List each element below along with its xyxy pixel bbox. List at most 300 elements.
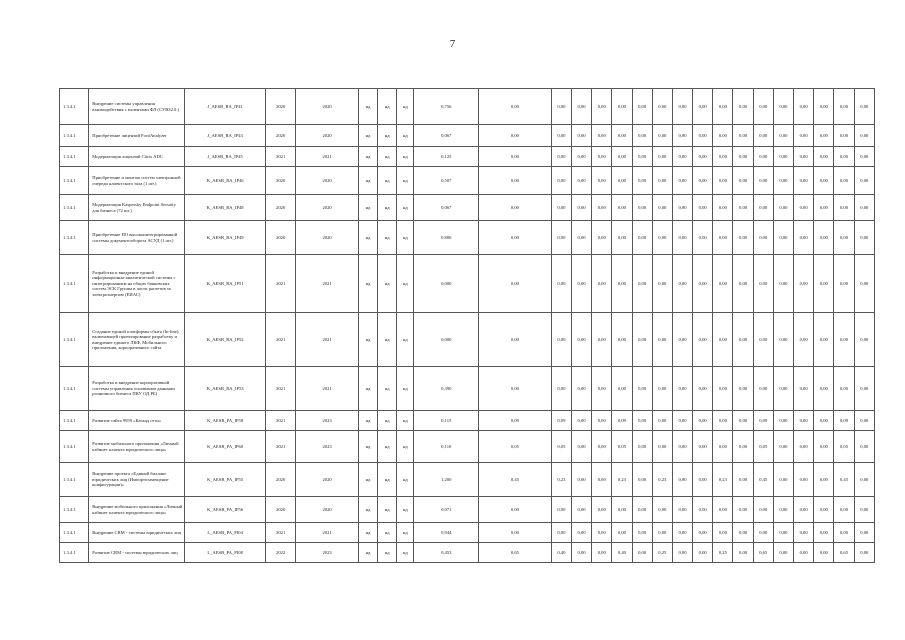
- financing-cell: 0,00: [773, 431, 793, 463]
- financing-cell: 0,09: [834, 411, 854, 431]
- nd-value: нд: [378, 411, 397, 431]
- financing-cell: 0,00: [753, 147, 773, 167]
- financing-cell: 0,00: [652, 147, 672, 167]
- financing-cell: 0,00: [693, 431, 713, 463]
- row-number: 1.3.4.1: [60, 147, 89, 167]
- financing-cell: 0,00: [571, 497, 591, 523]
- financing-cell: 0,00: [652, 431, 672, 463]
- row-number: 1.3.4.1: [60, 167, 89, 195]
- financing-cell: 0,00: [571, 523, 591, 543]
- nd-value: нд: [378, 89, 397, 125]
- funding-value: 0,00: [479, 125, 552, 147]
- financing-cell: 0,00: [612, 255, 632, 313]
- nd-value: нд: [358, 255, 377, 313]
- financing-cell: 0,25: [652, 543, 672, 563]
- end-year: 2020: [296, 497, 359, 523]
- financing-cell: 0,00: [733, 463, 753, 497]
- cost-value: 0,071: [414, 497, 479, 523]
- project-name: Приобретение и монтаж систем электронной очереди клиентского зала (1 шт.): [89, 167, 185, 195]
- financing-cell: 0,00: [794, 463, 814, 497]
- project-name: Модернизация лицензий Citrix ADC: [89, 147, 185, 167]
- end-year: 2021: [296, 523, 359, 543]
- financing-cell: 0,00: [854, 125, 874, 147]
- financing-cell: 0,00: [773, 543, 793, 563]
- financing-cell: 0,00: [652, 125, 672, 147]
- financing-cell: 0,00: [814, 221, 834, 255]
- funding-value: 0,00: [479, 147, 552, 167]
- nd-value: нд: [378, 167, 397, 195]
- financing-cell: 0,00: [794, 523, 814, 543]
- project-name: Развитие CRM - системы юридических лиц: [89, 543, 185, 563]
- financing-cell: 0,00: [834, 313, 854, 367]
- financing-cell: 0,09: [612, 411, 632, 431]
- financing-cell: 0,00: [753, 167, 773, 195]
- nd-value: нд: [397, 411, 414, 431]
- nd-value: нд: [397, 313, 414, 367]
- financing-cell: 0,00: [632, 463, 652, 497]
- financing-cell: 0,00: [854, 147, 874, 167]
- financing-cell: 0,00: [713, 89, 733, 125]
- row-number: 1.3.4.1: [60, 411, 89, 431]
- project-name: Разработка и внедрение единой информационно-аналитической системы с интегрированием на общих банковских систем ЭСК Группы в части расчетов за электроэнергию (ЕИАС): [89, 255, 185, 313]
- start-year: 2020: [266, 195, 296, 221]
- table-row: [60, 221, 875, 255]
- financing-cell: 0,00: [632, 255, 652, 313]
- financing-cell: 0,00: [652, 255, 672, 313]
- table-row: [60, 313, 875, 367]
- project-code: K_AESB_RA_IP52: [185, 313, 266, 367]
- financing-cell: 0,00: [854, 89, 874, 125]
- financing-cell: 0,00: [834, 167, 854, 195]
- financing-cell: 0,00: [733, 497, 753, 523]
- project-code: K_AESB_RA_IP48: [185, 195, 266, 221]
- financing-cell: 0,00: [834, 89, 854, 125]
- financing-cell: 0,00: [794, 367, 814, 411]
- financing-cell: 0,00: [672, 125, 692, 147]
- financing-cell: 0,00: [794, 543, 814, 563]
- financing-cell: 0,00: [612, 221, 632, 255]
- project-name: Разработка и внедрение корпоративной системы управления основными данными розничного бизнеса ПКУ ОД РБ): [89, 367, 185, 411]
- funding-value: 0,00: [479, 167, 552, 195]
- financing-cell: 0,40: [551, 543, 571, 563]
- project-name: Модернизация Kaspersky Endpoint Security для бизнеса (72 шт.): [89, 195, 185, 221]
- financing-cell: 0,00: [733, 431, 753, 463]
- financing-cell: 0,00: [612, 167, 632, 195]
- row-number: 1.3.4.1: [60, 523, 89, 543]
- nd-value: нд: [378, 255, 397, 313]
- financing-cell: 0,00: [733, 167, 753, 195]
- nd-value: нд: [358, 523, 377, 543]
- project-name: Приобретение лицензий FortiAnalyzer: [89, 125, 185, 147]
- financing-cell: 0,00: [592, 313, 612, 367]
- financing-cell: 0,23: [551, 463, 571, 497]
- financing-cell: 0,23: [612, 463, 632, 497]
- start-year: 2022: [266, 543, 296, 563]
- financing-cell: 0,40: [612, 543, 632, 563]
- financing-cell: 0,00: [753, 125, 773, 147]
- financing-cell: 0,00: [794, 147, 814, 167]
- table-row: [60, 167, 875, 195]
- cost-value: 0,944: [414, 523, 479, 543]
- financing-cell: 0,00: [733, 221, 753, 255]
- funding-value: 0,00: [479, 89, 552, 125]
- financing-cell: 0,00: [713, 497, 733, 523]
- financing-cell: 0,00: [693, 147, 713, 167]
- cost-value: 0,067: [414, 195, 479, 221]
- financing-cell: 0,00: [773, 167, 793, 195]
- project-name: Внедрение проекта «Единый биллинг юридических лиц (Импортозамещение конфигурации)»: [89, 463, 185, 497]
- financing-cell: 0,00: [733, 523, 753, 543]
- funding-value: 0,05: [479, 431, 552, 463]
- financing-cell: 0,00: [733, 125, 753, 147]
- nd-value: нд: [358, 431, 377, 463]
- nd-value: нд: [358, 195, 377, 221]
- nd-value: нд: [397, 367, 414, 411]
- funding-value: 0,09: [479, 411, 552, 431]
- row-number: 1.3.4.1: [60, 89, 89, 125]
- start-year: 2021: [266, 313, 296, 367]
- end-year: 2020: [296, 125, 359, 147]
- financing-cell: 0,00: [632, 125, 652, 147]
- financing-cell: 0,05: [834, 431, 854, 463]
- nd-value: нд: [378, 221, 397, 255]
- financing-cell: 0,00: [551, 367, 571, 411]
- financing-cell: 0,05: [753, 431, 773, 463]
- financing-cell: 0,00: [571, 367, 591, 411]
- table-row: [60, 147, 875, 167]
- financing-cell: 0,00: [854, 431, 874, 463]
- financing-cell: 0,00: [612, 313, 632, 367]
- financing-cell: 0,00: [571, 313, 591, 367]
- financing-cell: 0,00: [713, 431, 733, 463]
- financing-cell: 0,00: [652, 411, 672, 431]
- financing-cell: 0,00: [814, 497, 834, 523]
- financing-cell: 0,00: [814, 543, 834, 563]
- end-year: 2023: [296, 431, 359, 463]
- financing-cell: 0,00: [693, 313, 713, 367]
- financing-cell: 0,00: [551, 125, 571, 147]
- start-year: 2021: [266, 411, 296, 431]
- financing-cell: 0,00: [592, 147, 612, 167]
- financing-cell: 0,00: [672, 195, 692, 221]
- financing-cell: 0,00: [773, 255, 793, 313]
- row-number: 1.3.4.1: [60, 221, 89, 255]
- cost-value: 0,110: [414, 431, 479, 463]
- financing-cell: 0,00: [592, 411, 612, 431]
- financing-cell: 0,00: [854, 523, 874, 543]
- financing-cell: 0,00: [652, 497, 672, 523]
- financing-cell: 0,00: [773, 221, 793, 255]
- financing-cell: 0,00: [571, 431, 591, 463]
- financing-cell: 0,00: [834, 147, 854, 167]
- financing-cell: 0,05: [612, 431, 632, 463]
- financing-cell: 0,00: [814, 195, 834, 221]
- financing-cell: 0,00: [551, 313, 571, 367]
- financing-cell: 0,00: [834, 497, 854, 523]
- table-row: [60, 411, 875, 431]
- financing-cell: 0,00: [834, 255, 854, 313]
- financing-cell: 0,00: [773, 411, 793, 431]
- funding-value: 0,45: [479, 463, 552, 497]
- funding-value: 0,00: [479, 255, 552, 313]
- nd-value: нд: [358, 367, 377, 411]
- financing-cell: 0,00: [592, 89, 612, 125]
- financing-cell: 0,09: [551, 411, 571, 431]
- nd-value: нд: [397, 255, 414, 313]
- cost-value: 0,390: [414, 367, 479, 411]
- financing-cell: 0,00: [592, 367, 612, 411]
- financing-cell: 0,65: [834, 543, 854, 563]
- financing-cell: 0,00: [773, 89, 793, 125]
- start-year: 2021: [266, 431, 296, 463]
- financing-cell: 0,00: [713, 523, 733, 543]
- financing-cell: 0,00: [773, 367, 793, 411]
- financing-cell: 0,00: [814, 89, 834, 125]
- financing-cell: 0,00: [551, 195, 571, 221]
- nd-value: нд: [358, 463, 377, 497]
- financing-cell: 0,00: [693, 411, 713, 431]
- funding-value: 0,00: [479, 523, 552, 543]
- table-row: [60, 543, 875, 563]
- end-year: 2021: [296, 313, 359, 367]
- end-year: 2020: [296, 463, 359, 497]
- financing-cell: 0,00: [592, 523, 612, 543]
- nd-value: нд: [378, 523, 397, 543]
- financing-cell: 0,00: [854, 411, 874, 431]
- financing-cell: 0,00: [733, 195, 753, 221]
- end-year: 2020: [296, 167, 359, 195]
- financing-cell: 0,00: [794, 497, 814, 523]
- financing-cell: 0,00: [632, 195, 652, 221]
- project-name: Приобретение ПО высокоинтегрированной системы документооборота АСУД (1 шт.): [89, 221, 185, 255]
- financing-cell: 0,00: [773, 313, 793, 367]
- nd-value: нд: [397, 89, 414, 125]
- funding-value: 0,00: [479, 497, 552, 523]
- financing-cell: 0,00: [551, 255, 571, 313]
- funding-value: 0,00: [479, 313, 552, 367]
- financing-cell: 0,00: [592, 431, 612, 463]
- financing-cell: 0,00: [773, 463, 793, 497]
- financing-cell: 0,00: [612, 497, 632, 523]
- financing-cell: 0,00: [632, 167, 652, 195]
- financing-cell: 0,00: [592, 255, 612, 313]
- financing-cell: 0,00: [753, 195, 773, 221]
- financing-cell: 0,00: [652, 167, 672, 195]
- financing-cell: 0,00: [834, 195, 854, 221]
- financing-cell: 0,00: [713, 125, 733, 147]
- financing-cell: 0,00: [854, 167, 874, 195]
- row-number: 1.3.4.1: [60, 125, 89, 147]
- financing-cell: 0,00: [551, 221, 571, 255]
- table-row: [60, 255, 875, 313]
- funding-value: 0,65: [479, 543, 552, 563]
- financing-cell: 0,00: [571, 543, 591, 563]
- financing-cell: 0,00: [753, 497, 773, 523]
- row-number: 1.3.4.1: [60, 313, 89, 367]
- funding-value: 0,00: [479, 221, 552, 255]
- financing-cell: 0,00: [733, 147, 753, 167]
- project-code: K_AESB_PA_IP56: [185, 497, 266, 523]
- financing-cell: 0,00: [551, 89, 571, 125]
- start-year: 2021: [266, 523, 296, 543]
- financing-cell: 0,00: [854, 543, 874, 563]
- financing-cell: 0,00: [551, 497, 571, 523]
- financing-cell: 0,00: [854, 463, 874, 497]
- end-year: 2021: [296, 367, 359, 411]
- financing-cell: 0,00: [672, 431, 692, 463]
- row-number: 1.3.4.1: [60, 255, 89, 313]
- end-year: 2023: [296, 411, 359, 431]
- nd-value: нд: [397, 147, 414, 167]
- financing-cell: 0,00: [713, 167, 733, 195]
- financing-cell: 0,00: [571, 125, 591, 147]
- financing-cell: 0,00: [753, 313, 773, 367]
- financing-cell: 0,23: [652, 463, 672, 497]
- project-name: Создание единой платформы сбыта (In-line), включающей проектирование разработку и внедрение единого ЛКФ, Мобильного приложения, корпоративного сайта: [89, 313, 185, 367]
- financing-cell: 0,00: [571, 89, 591, 125]
- table-row: [60, 431, 875, 463]
- start-year: 2020: [266, 221, 296, 255]
- financing-cell: 0,00: [814, 463, 834, 497]
- project-code: J_AESB_RA_IP45: [185, 147, 266, 167]
- financing-cell: 0,00: [672, 543, 692, 563]
- financing-cell: 0,00: [733, 89, 753, 125]
- financing-cell: 0,00: [733, 411, 753, 431]
- financing-cell: 0,00: [612, 195, 632, 221]
- financing-cell: 0,00: [672, 167, 692, 195]
- financing-cell: 0,00: [612, 147, 632, 167]
- end-year: 2021: [296, 255, 359, 313]
- financing-cell: 0,00: [693, 463, 713, 497]
- financing-cell: 0,00: [612, 523, 632, 543]
- financing-cell: 0,09: [753, 411, 773, 431]
- financing-cell: 0,00: [693, 497, 713, 523]
- financing-cell: 0,00: [794, 125, 814, 147]
- financing-cell: 0,00: [652, 367, 672, 411]
- financing-cell: 0,00: [652, 313, 672, 367]
- table-row: [60, 195, 875, 221]
- financing-cell: 0,00: [632, 221, 652, 255]
- financing-cell: 0,00: [753, 367, 773, 411]
- financing-cell: 0,00: [632, 89, 652, 125]
- financing-cell: 0,65: [753, 543, 773, 563]
- row-number: 1.3.4.1: [60, 431, 89, 463]
- cost-value: 0,067: [414, 125, 479, 147]
- nd-value: нд: [358, 221, 377, 255]
- row-number: 1.3.4.1: [60, 543, 89, 563]
- financing-cell: 0,00: [592, 543, 612, 563]
- cost-value: 0,000: [414, 313, 479, 367]
- nd-value: нд: [378, 497, 397, 523]
- financing-cell: 0,00: [814, 167, 834, 195]
- financing-cell: 0,00: [592, 125, 612, 147]
- project-code: K_AESB_PA_IP60: [185, 431, 266, 463]
- financing-cell: 0,00: [693, 167, 713, 195]
- financing-cell: 0,00: [571, 463, 591, 497]
- end-year: 2020: [296, 195, 359, 221]
- financing-cell: 0,00: [814, 367, 834, 411]
- financing-cell: 0,00: [854, 313, 874, 367]
- financing-cell: 0,00: [571, 221, 591, 255]
- project-code: K_AESB_RA_IP49: [185, 221, 266, 255]
- table-row: [60, 125, 875, 147]
- financing-cell: 0,00: [794, 255, 814, 313]
- table-body: [60, 89, 875, 563]
- investment-table: [59, 88, 875, 563]
- financing-cell: 0,00: [571, 195, 591, 221]
- financing-cell: 0,00: [814, 255, 834, 313]
- nd-value: нд: [358, 543, 377, 563]
- start-year: 2021: [266, 147, 296, 167]
- financing-cell: 0,00: [632, 523, 652, 543]
- financing-cell: 0,00: [672, 255, 692, 313]
- financing-cell: 0,00: [834, 367, 854, 411]
- financing-cell: 0,00: [592, 221, 612, 255]
- nd-value: нд: [378, 367, 397, 411]
- start-year: 2020: [266, 89, 296, 125]
- financing-cell: 0,00: [753, 89, 773, 125]
- financing-cell: 0,00: [794, 89, 814, 125]
- nd-value: нд: [378, 147, 397, 167]
- page-number: 7: [449, 38, 456, 50]
- financing-cell: 0,00: [672, 89, 692, 125]
- financing-cell: 0,00: [632, 543, 652, 563]
- financing-cell: 0,00: [612, 89, 632, 125]
- financing-cell: 0,00: [773, 497, 793, 523]
- nd-value: нд: [358, 167, 377, 195]
- financing-cell: 0,00: [794, 313, 814, 367]
- financing-cell: 0,00: [814, 313, 834, 367]
- financing-cell: 0,00: [672, 411, 692, 431]
- nd-value: нд: [378, 543, 397, 563]
- financing-cell: 0,00: [713, 411, 733, 431]
- financing-cell: 0,00: [753, 221, 773, 255]
- financing-cell: 0,00: [733, 255, 753, 313]
- start-year: 2021: [266, 255, 296, 313]
- financing-cell: 0,00: [632, 411, 652, 431]
- financing-cell: 0,00: [794, 411, 814, 431]
- nd-value: нд: [397, 543, 414, 563]
- cost-value: 0,756: [414, 89, 479, 125]
- financing-cell: 0,00: [672, 313, 692, 367]
- financing-cell: 0,00: [814, 147, 834, 167]
- nd-value: нд: [358, 411, 377, 431]
- financing-cell: 0,00: [794, 195, 814, 221]
- financing-cell: 0,00: [693, 523, 713, 543]
- financing-cell: 0,05: [551, 431, 571, 463]
- financing-cell: 0,00: [551, 523, 571, 543]
- financing-cell: 0,00: [713, 255, 733, 313]
- nd-value: нд: [397, 125, 414, 147]
- project-code: L_AESB_PA_PI08: [185, 543, 266, 563]
- financing-cell: 0,00: [854, 255, 874, 313]
- nd-value: нд: [378, 125, 397, 147]
- table-row: [60, 463, 875, 497]
- nd-value: нд: [378, 431, 397, 463]
- financing-cell: 0,00: [794, 431, 814, 463]
- nd-value: нд: [358, 497, 377, 523]
- financing-cell: 0,00: [592, 463, 612, 497]
- table-row: [60, 523, 875, 543]
- financing-cell: 0,00: [794, 167, 814, 195]
- nd-value: нд: [358, 313, 377, 367]
- project-name: Развитие сайта 9959 «Каскад сети»: [89, 411, 185, 431]
- financing-cell: 0,00: [713, 147, 733, 167]
- financing-cell: 0,00: [571, 411, 591, 431]
- cost-value: 0,125: [414, 147, 479, 167]
- nd-value: нд: [397, 195, 414, 221]
- financing-cell: 0,00: [571, 167, 591, 195]
